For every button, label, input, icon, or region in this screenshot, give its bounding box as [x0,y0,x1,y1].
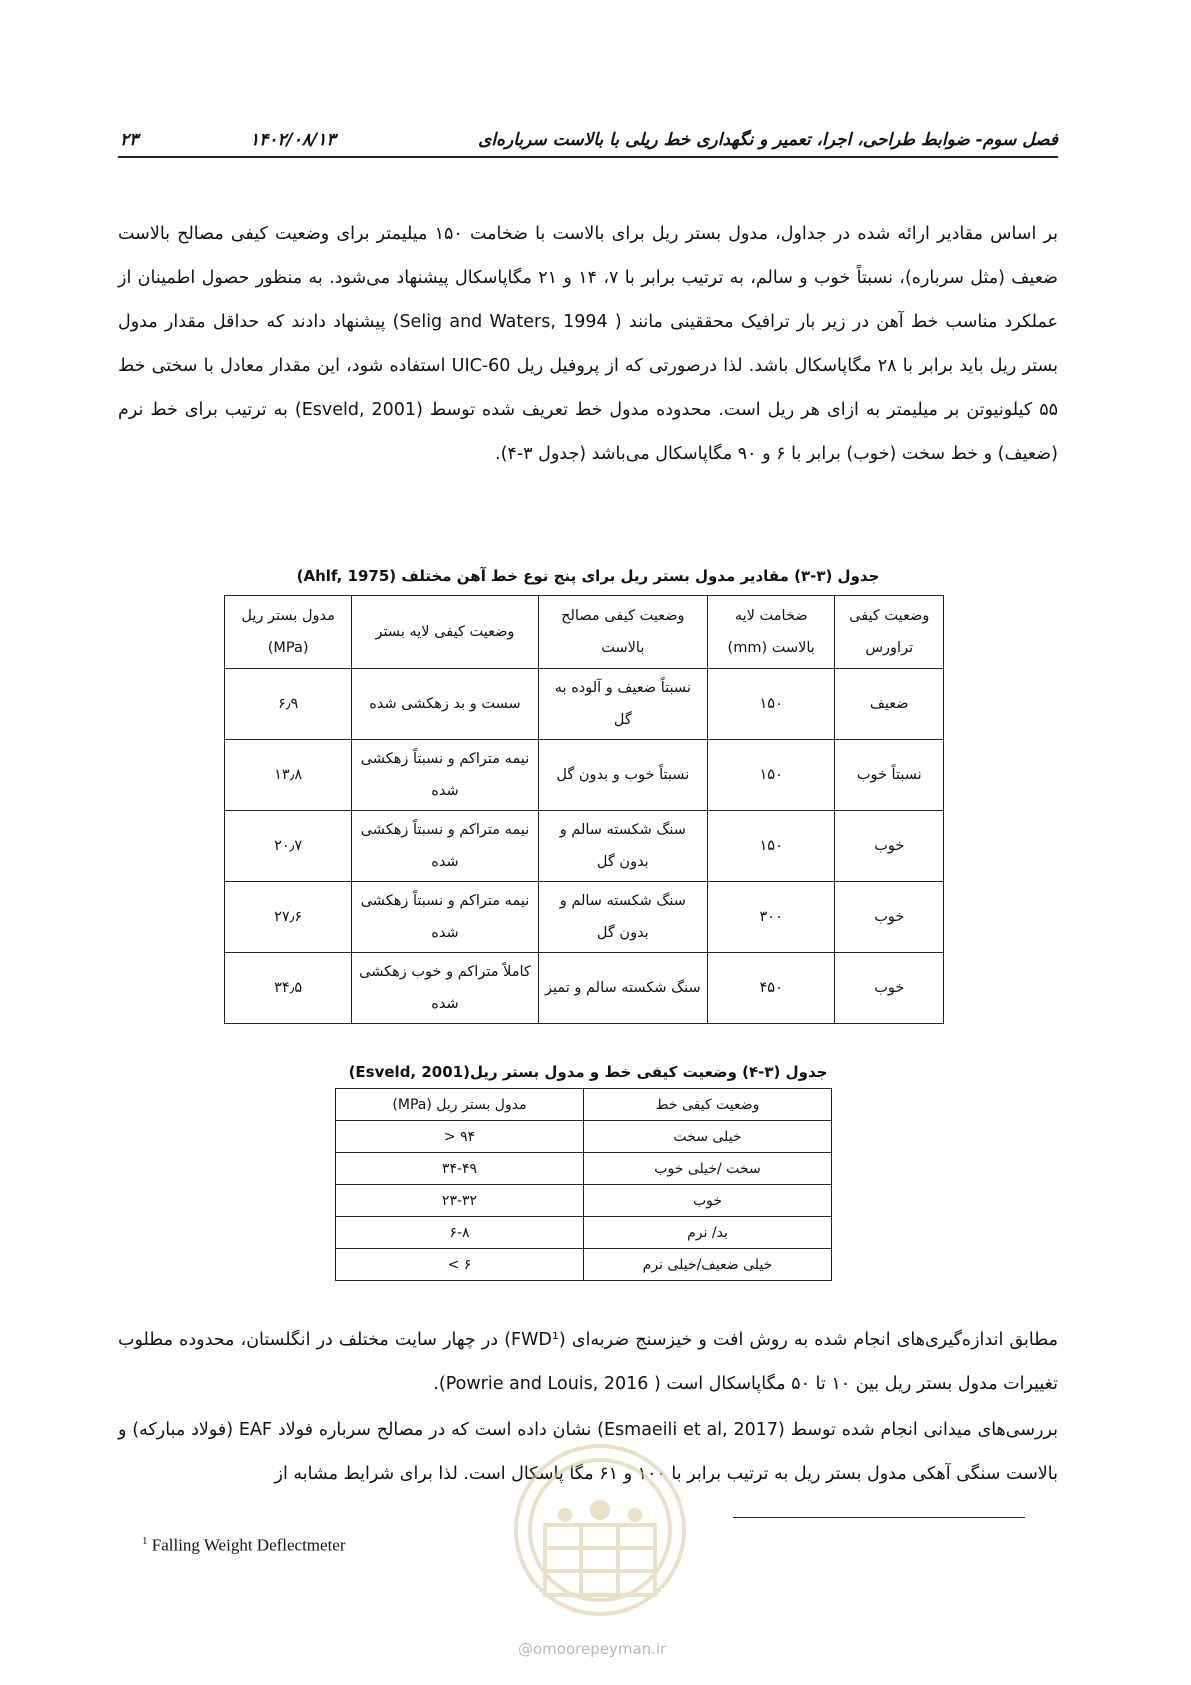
table-row [336,1249,832,1281]
table-cell: سخت /خیلی خوب [584,1153,832,1185]
table-cell: ۲۷٫۶ [225,882,352,953]
table-cell: نیمه متراکم و نسبتاً زهکشی شده [352,811,538,882]
table-row [225,953,944,1024]
table-cell: ۴۵۰ [707,953,835,1024]
table-cell: ۳۴٫۵ [225,953,352,1024]
table-cell: نیمه متراکم و نسبتاً زهکشی شده [352,740,538,811]
table-header-cell: مدول بستر ریل (MPa) [225,596,352,669]
table-cell: ۱۵۰ [707,669,835,740]
table-header-cell: وضعیت کیفی مصالح بالاست [538,596,707,669]
chapter-title: فصل سوم- ضوابط طراحی، اجرا، تعمیر و نگهداری خط ریلی با بالاست سرباره‌ای [478,130,1058,150]
table-row [336,1121,832,1153]
table-cell: خوب [835,882,944,953]
table-cell: سنگ شکسته سالم و تمیز [538,953,707,1024]
table-cell: ضعیف [835,669,944,740]
table-cell: ۶-۸ [336,1217,584,1249]
table-row [336,1217,832,1249]
table-cell: ۳۰۰ [707,882,835,953]
table-header-row [336,1089,832,1121]
table-row [225,811,944,882]
table-cell: خیلی ضعیف/خیلی نرم [584,1249,832,1281]
table-cell: ۲۰٫۷ [225,811,352,882]
table-row [225,669,944,740]
table-cell: خوب [584,1185,832,1217]
table-cell: بد/ نرم [584,1217,832,1249]
table-cell: ۱۵۰ [707,811,835,882]
table-cell: نسبتاً خوب و بدون گل [538,740,707,811]
table-cell: ۶٫۹ [225,669,352,740]
table-row [225,882,944,953]
table-header-row [225,596,944,669]
table-cell: ۲۳-۳۲ [336,1185,584,1217]
table-cell: سنگ شکسته سالم و بدون گل [538,811,707,882]
body-paragraph-3: بررسی‌های میدانی انجام شده توسط (Esmaeili et al, 2017) نشان داده است که در مصالح سرباره فولاد EAF (فولاد مبارکه) و بالاست سنگی آهکی مدول بستر ریل به ترتیب برابر با ۱۰۰ و ۶۱ مگا پاسکال است. لذا برای شرایط مشابه از [118,1420,1059,1484]
table-cell: سست و بد زهکشی شده [352,669,538,740]
table-row [225,740,944,811]
table-cell: ۳۴-۴۹ [336,1153,584,1185]
rail-modulus-table [224,595,944,1024]
table-header-cell: مدول بستر ریل (MPa) [336,1089,584,1121]
table-row [336,1185,832,1217]
table-row [336,1153,832,1185]
footnote-divider [733,1517,1025,1518]
table-header-cell: وضعیت کیفی خط [584,1089,832,1121]
watermark-url: @omoorepeyman.ir [518,1640,667,1658]
table-cell: خوب [835,811,944,882]
table-header-cell: وضعیت کیفی لایه بستر [352,596,538,669]
table-cell: نسبتاً ضعیف و آلوده به گل [538,669,707,740]
table-cell: ۱۳٫۸ [225,740,352,811]
watermark-seal-icon [505,1430,695,1640]
footnote [142,1535,346,1556]
table-cell: ۱۵۰ [707,740,835,811]
table-cell: خیلی سخت [584,1121,832,1153]
table-header-cell: ضخامت لایه بالاست (mm) [707,596,835,669]
table2-caption: جدول (۳-۴) وضعیت کیفی خط و مدول بستر ریل(Esveld, 2001) [348,1063,828,1081]
table-cell: کاملاً متراکم و خوب زهکشی شده [352,953,538,1024]
body-paragraph-2: مطابق اندازه‌گیری‌های انجام شده به روش افت و خیزسنج ضربه‌ای (FWD¹) در چهار سایت مختلف در انگلستان، محدوده مطلوب تغییرات مدول بستر ریل بین ۱۰ تا ۵۰ مگاپاسکال است ( Powrie and Louis, 2016). [118,1330,1058,1394]
footnote-text: Falling Weight Deflectmeter [151,1535,346,1555]
table-cell: ۹۴ < [336,1121,584,1153]
track-quality-table [335,1088,832,1281]
table-cell: خوب [835,953,944,1024]
body-paragraph-1: بر اساس مقادیر ارائه شده در جداول، مدول بستر ریل برای بالاست با ضخامت ۱۵۰ میلیمتر برای وضعیت کیفی مصالح بالاست ضعیف (مثل سرباره)، نسبتاً خوب و سالم، به ترتیب برابر با ۷، ۱۴ و ۲۱ مگاپاسکال پیشنهاد می‌شود. به منظور حصول اطمینان از عملکرد مناسب خط آهن در زیر بار ترافیک محققینی مانند ( Selig and Waters, 1994) پیشنهاد دادند که حداقل مقدار مدول بستر ریل باید برابر با ۲۸ مگاپاسکال باشد. لذا درصورتی که از پروفیل ریل UIC-60 استفاده شود، این مقدار معادل با سختی خط ۵۵ کیلونیوتن بر میلیمتر به ازای هر ریل است. محدوده مدول خط تعریف شده توسط (Esveld, 2001) به ترتیب برای خط نرم (ضعیف) و خط سخت (خوب) برابر با ۶ و ۹۰ مگاپاسکال می‌باشد (جدول ۳-۴). [118,224,1059,464]
table-header-cell: وضعیت کیفی تراورس [835,596,944,669]
table-cell: سنگ شکسته سالم و بدون گل [538,882,707,953]
table-cell: ۶ > [336,1249,584,1281]
header-date: ۱۴۰۲/۰۸/۱۳ [250,130,336,150]
page-header [118,130,1058,158]
table-cell: نیمه متراکم و نسبتاً زهکشی شده [352,882,538,953]
table-cell: نسبتاً خوب [835,740,944,811]
footnote-mark: 1 [142,1535,148,1547]
table1-caption: جدول (۳-۳) مقادیر مدول بستر ریل برای پنج نوع خط آهن مختلف (Ahlf, 1975) [296,567,880,585]
page-number: ۲۳ [120,130,139,150]
